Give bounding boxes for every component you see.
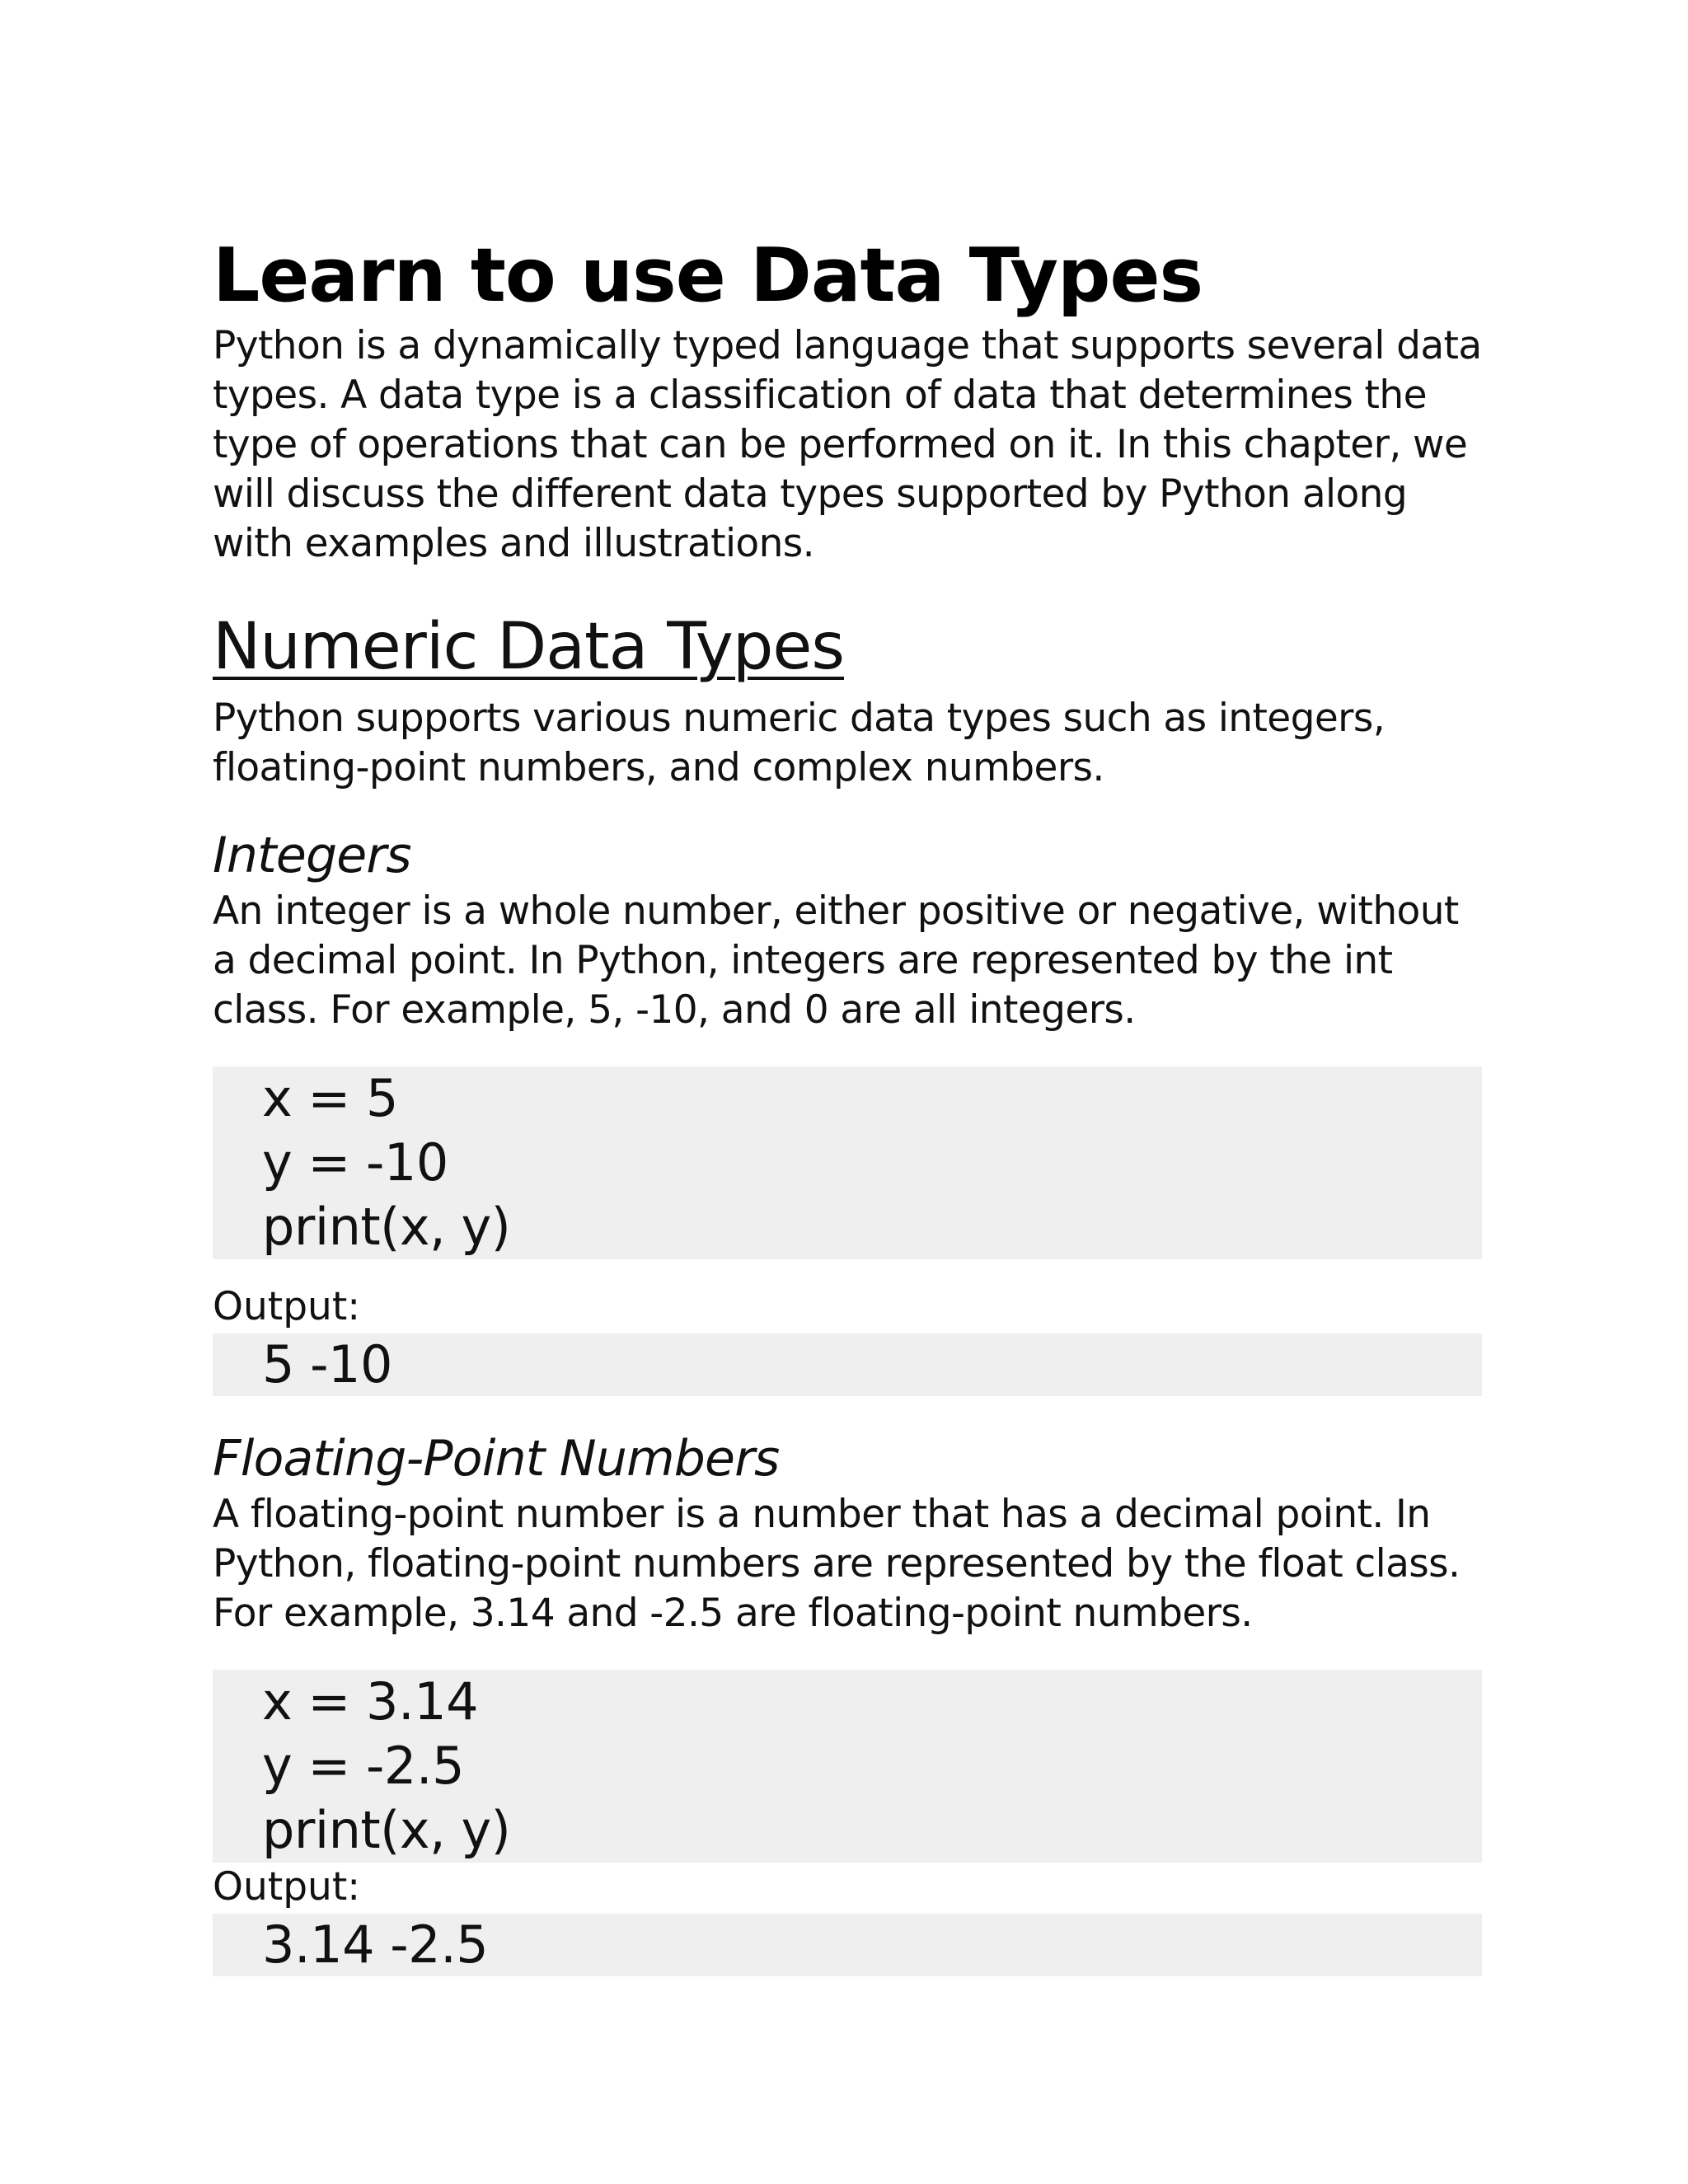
output-label-floats: Output: (213, 1864, 361, 1910)
output-label-integers: Output: (213, 1284, 361, 1329)
document-page (213, 231, 1482, 1976)
page-title: Learn to use Data Types (213, 232, 1203, 319)
section-heading-numeric: Numeric Data Types (213, 610, 844, 684)
code-line: print(x, y) (262, 1800, 511, 1860)
code-line: x = 3.14 (262, 1671, 479, 1732)
code-line: print(x, y) (262, 1197, 511, 1257)
output-line: 3.14 -2.5 (262, 1915, 489, 1975)
output-line: 5 -10 (262, 1334, 392, 1394)
code-line: x = 5 (262, 1068, 399, 1128)
paragraph-integers: An integer is a whole number, either positive or negative, without a decimal point. In Python, integers are represented by the int class. For example, 5, -10, and 0 are all integers. (213, 888, 1459, 1033)
output-block-integers (213, 1333, 1482, 1396)
code-block-floats (213, 1670, 1482, 1863)
section-paragraph-numeric: Python supports various numeric data types such as integers, floating-point numbers, and complex numbers. (213, 696, 1386, 790)
code-line: y = -2.5 (262, 1736, 465, 1796)
code-block-integers (213, 1066, 1482, 1259)
code-line: y = -10 (262, 1132, 448, 1193)
subheading-integers: Integers (213, 827, 411, 884)
paragraph-floats: A floating-point number is a number that has a decimal point. In Python, floating-point numbers are represented by the float class. For example, 3.14 and -2.5 are floating-point numbers. (213, 1492, 1461, 1636)
output-block-floats (213, 1914, 1482, 1976)
subheading-floats: Floating-Point Numbers (213, 1430, 780, 1488)
intro-paragraph: Python is a dynamically typed language that supports several data types. A data type is a classification of data that determines the type of operations that can be performed on it. In this chapter, we will discuss the different data types supported by Python along with examples and illustrations. (213, 323, 1482, 566)
